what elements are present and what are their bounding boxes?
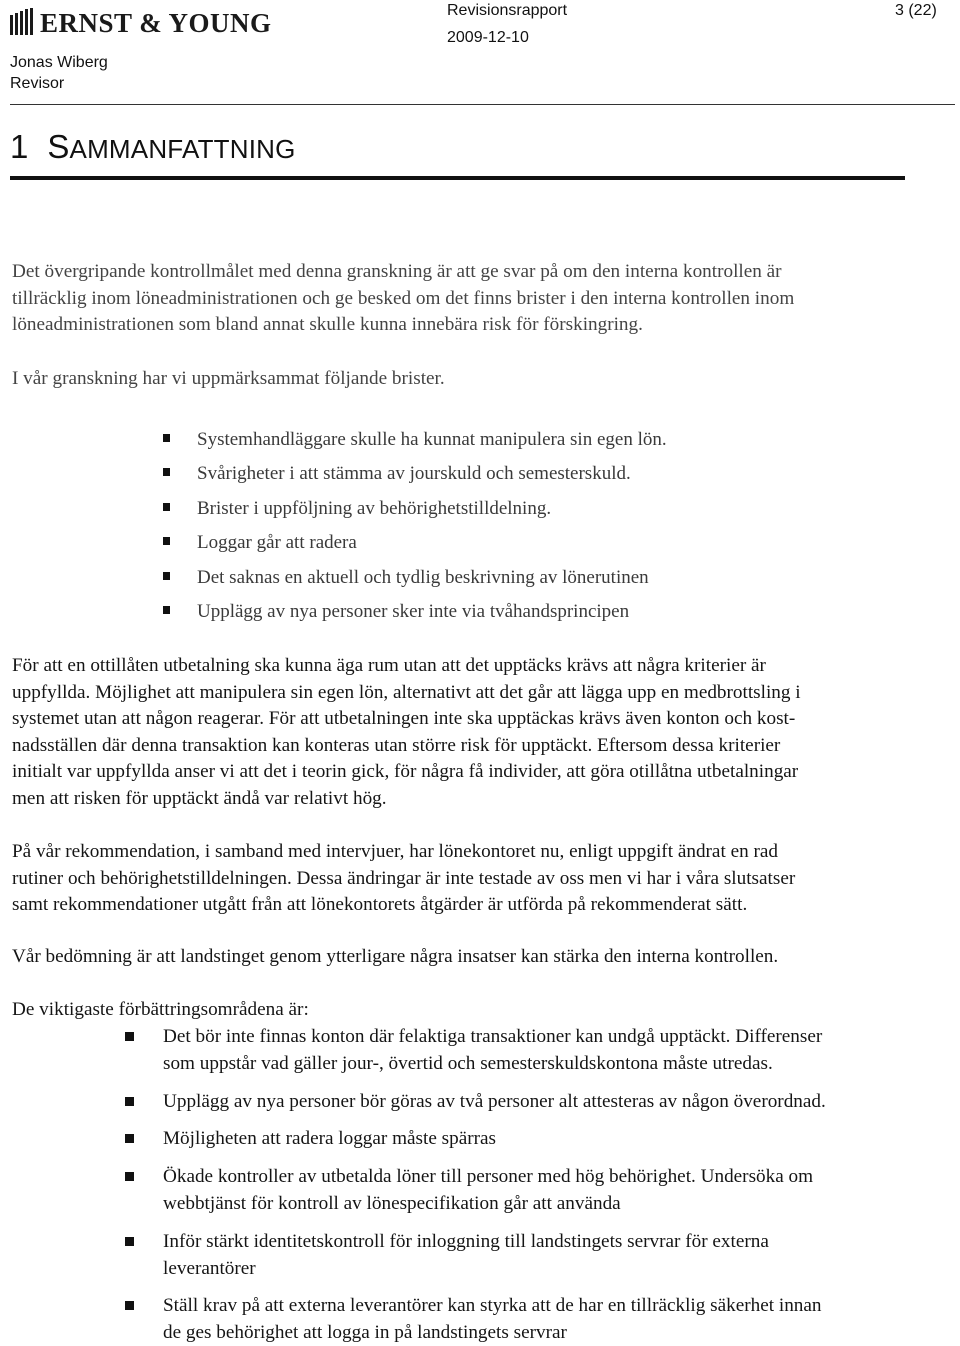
- heading-rule: [10, 176, 905, 180]
- list-item: Inför stärkt identitetskontroll för inloggning till landstingets servrar för externa leverantörer: [163, 1231, 769, 1279]
- company-logo: [10, 8, 272, 38]
- paragraph-intro: Det övergripande kontrollmålet med denna granskning är att ge svar på om den interna kontrollen är tillräcklig inom löneadministrationen och ge besked om det finns brister i den interna kontrollen inom löneadministrationen som bland annat skulle kunna innebära risk för förskingring.: [12, 261, 795, 335]
- list-item: Ställ krav på att externa leverantörer kan styrka att de har en tillräcklig säkerhet innan de ges behörighet att logga in på landstingets servrar: [163, 1295, 822, 1343]
- list-item: Loggar går att radera: [197, 532, 357, 553]
- paragraph-criteria: För att en ottillåten utbetalning ska kunna äga rum utan att det upptäcks krävs att några kriterier är uppfyllda. Möjlighet att manipulera sin egen lön, alternativt att det går att lägga upp en medbrottsling i systemet utan att någon reagerar. För att utbetalningen inte ska upptäckas krävs även konton och kost- nadsställen där denna transaktion kan konteras utan större risk för upptäckt. Eftersom dessa kriterier initialt var uppfyllda anser vi att det i teorin gick, för några få individer, att göra otillåtna utbetalningar men att risken för upptäckt ändå var relativt hög.: [12, 655, 801, 809]
- section-title-rest: AMMANFATTNING: [69, 134, 296, 164]
- bullet-square-icon: [163, 468, 170, 476]
- section-title-initial: S: [47, 128, 70, 165]
- section-heading: [10, 126, 296, 170]
- bullet-square-icon: [163, 572, 170, 580]
- bullet-square-icon: [125, 1032, 134, 1041]
- list-item: Brister i uppföljning av behörighetstilldelning.: [197, 498, 552, 519]
- list-item: Det saknas en aktuell och tydlig beskrivning av lönerutinen: [197, 567, 649, 588]
- logo-mark-icon: [10, 8, 36, 38]
- bullet-square-icon: [125, 1301, 134, 1310]
- author-name: Jonas Wiberg: [10, 54, 108, 71]
- list-item: Ökade kontroller av utbetalda löner till personer med hög behörighet. Undersöka om webbtjänst för kontroll av lönespecifikation går att använda: [163, 1166, 814, 1214]
- bullet-square-icon: [125, 1097, 134, 1106]
- paragraph-findings-intro: I vår granskning har vi uppmärksammat följande brister.: [12, 368, 445, 389]
- bullet-square-icon: [163, 434, 170, 442]
- list-item: Svårigheter i att stämma av jourskuld och semesterskuld.: [197, 463, 631, 484]
- list-item: Det bör inte finnas konton där felaktiga transaktioner kan undgå upptäckt. Differenser som uppstår vad gäller jour-, övertid och semesterskuldskontona måste utredas.: [163, 1026, 823, 1074]
- bullet-square-icon: [125, 1172, 134, 1181]
- bullet-square-icon: [163, 537, 170, 545]
- header-divider: [10, 104, 955, 105]
- page-number: 3 (22): [895, 2, 937, 19]
- logo-text: ERNST & YOUNG: [40, 8, 272, 38]
- list-item: Systemhandläggare skulle ha kunnat manipulera sin egen lön.: [197, 429, 667, 450]
- paragraph-improvements-intro: De viktigaste förbättringsområdena är:: [12, 999, 309, 1020]
- bullet-square-icon: [163, 503, 170, 511]
- bullet-square-icon: [163, 606, 170, 614]
- list-item: Möjligheten att radera loggar måste spärras: [163, 1128, 496, 1149]
- paragraph-recommendation: På vår rekommendation, i samband med intervjuer, har lönekontoret nu, enligt uppgift ändrat en rad rutiner och behörighetstilldelningen. Dessa ändringar är inte testade av oss men vi har i våra slutsatser samt rekommendationer utgått från att lönekontorets åtgärder är utförda på rekommenderat sätt.: [12, 841, 796, 915]
- bullet-square-icon: [125, 1134, 134, 1143]
- doc-type: Revisionsrapport: [447, 2, 568, 19]
- section-number: 1: [10, 128, 29, 165]
- author-role: Revisor: [10, 75, 65, 92]
- list-item: Upplägg av nya personer bör göras av två personer alt attesteras av någon överordnad.: [163, 1091, 826, 1112]
- list-item: Upplägg av nya personer sker inte via tvåhandsprincipen: [197, 601, 630, 622]
- bullet-square-icon: [125, 1237, 134, 1246]
- doc-date: 2009-12-10: [447, 29, 529, 46]
- paragraph-assessment: Vår bedömning är att landstinget genom ytterligare några insatser kan stärka den interna kontrollen.: [12, 946, 779, 967]
